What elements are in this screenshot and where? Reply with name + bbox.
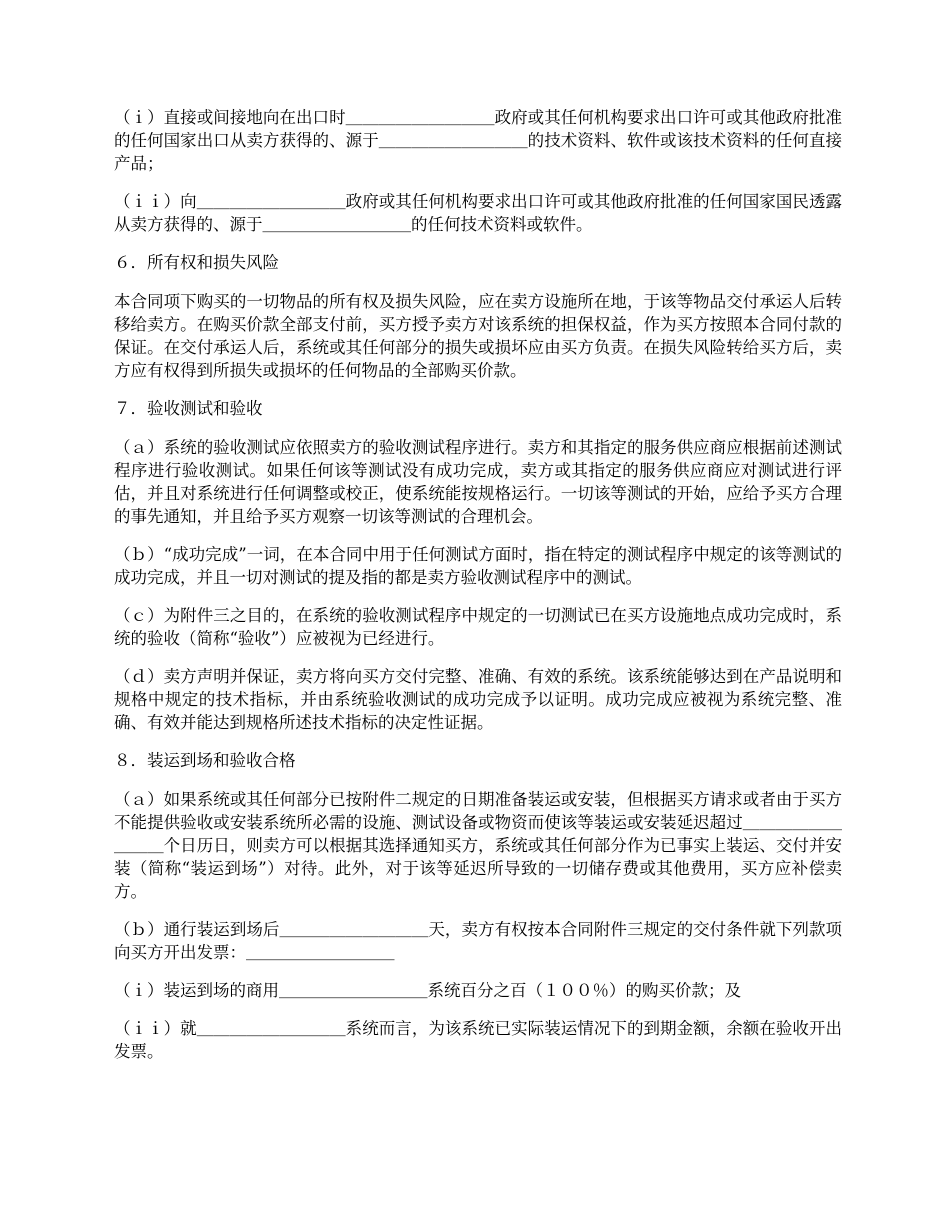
section-8-item-b: （ｂ）通行装运到场后＿＿＿＿＿＿＿＿＿天，卖方有权按本合同附件三规定的交付条件就下列款项向买方开出发票：＿＿＿＿＿＿＿＿＿ xyxy=(114,920,842,962)
section-6-heading: ６．所有权和损失风险 xyxy=(114,253,279,272)
section-8-heading: ８．装运到场和验收合格 xyxy=(114,751,296,770)
section-7-item-a: （ａ）系统的验收测试应依照卖方的验收测试程序进行。卖方和其指定的服务供应商应根据前述测试程序进行验收测试。如果任何该等测试没有成功完成，卖方或其指定的服务供应商应对测试进行评估，并且对系统进行任何调整或校正，使系统能按规格运行。一切该等测试的开始，应给予买方合理的事先通知，并且给予买方观察一切该等测试的合理机会。 xyxy=(114,438,842,526)
clause-5-item-ii: （ｉｉ）向＿＿＿＿＿＿＿＿＿政府或其任何机构要求出口许可或其他政府批准的任何国家国民透露从卖方获得的、源于＿＿＿＿＿＿＿＿＿的任何技术资料或软件。 xyxy=(114,192,842,234)
document-page xyxy=(114,106,842,1078)
clause-5-item-i: （ｉ）直接或间接地向在出口时＿＿＿＿＿＿＿＿＿政府或其任何机构要求出口许可或其他政府批准的任何国家出口从卖方获得的、源于＿＿＿＿＿＿＿＿＿的技术资料、软件或该技术资料的任何直接产品； xyxy=(114,108,842,173)
section-7-heading: ７．验收测试和验收 xyxy=(114,399,263,418)
section-6-body: 本合同项下购买的一切物品的所有权及损失风险，应在卖方设施所在地，于该等物品交付承运人后转移给卖方。在购买价款全部支付前，买方授予卖方对该系统的担保权益，作为买方按照本合同付款的保证。在交付承运人后，系统或其任何部分的损失或损坏应由买方负责。在损失风险转给买方后，卖方应有权得到所损失或损坏的任何物品的全部购买价款。 xyxy=(114,292,842,380)
section-8-item-b-i: （ｉ）装运到场的商用＿＿＿＿＿＿＿＿＿系统百分之百（１００％）的购买价款；及 xyxy=(114,981,741,1000)
section-7-item-c: （ｃ）为附件三之目的，在系统的验收测试程序中规定的一切测试已在买方设施地点成功完成时，系统的验收（简称“验收”）应被视为已经进行。 xyxy=(114,606,842,648)
section-8-item-a: （ａ）如果系统或其任何部分已按附件二规定的日期准备装运或安装，但根据买方请求或者由于买方不能提供验收或安装系统所必需的设施、测试设备或物资而使该等装运或安装延迟超过＿＿＿＿＿＿＿＿＿个日历日，则卖方可以根据其选择通知买方，系统或其任何部分作为已事实上装运、交付并安装（简称“装运到场”）对待。此外，对于该等延迟所导致的一切储存费或其他费用，买方应补偿卖方。 xyxy=(114,790,842,901)
section-8-item-b-ii: （ｉｉ）就＿＿＿＿＿＿＿＿＿系统而言，为该系统已实际装运情况下的到期金额，余额在验收开出发票。 xyxy=(114,1019,842,1061)
section-7-item-d: （ｄ）卖方声明并保证，卖方将向买方交付完整、准确、有效的系统。该系统能够达到在产品说明和规格中规定的技术指标，并由系统验收测试的成功完成予以证明。成功完成应被视为系统完整、准确、有效并能达到规格所述技术指标的决定性证据。 xyxy=(114,667,842,732)
section-7-item-b: （ｂ）“成功完成”一词，在本合同中用于任何测试方面时，指在特定的测试程序中规定的该等测试的成功完成，并且一切对测试的提及指的都是卖方验收测试程序中的测试。 xyxy=(114,545,842,587)
